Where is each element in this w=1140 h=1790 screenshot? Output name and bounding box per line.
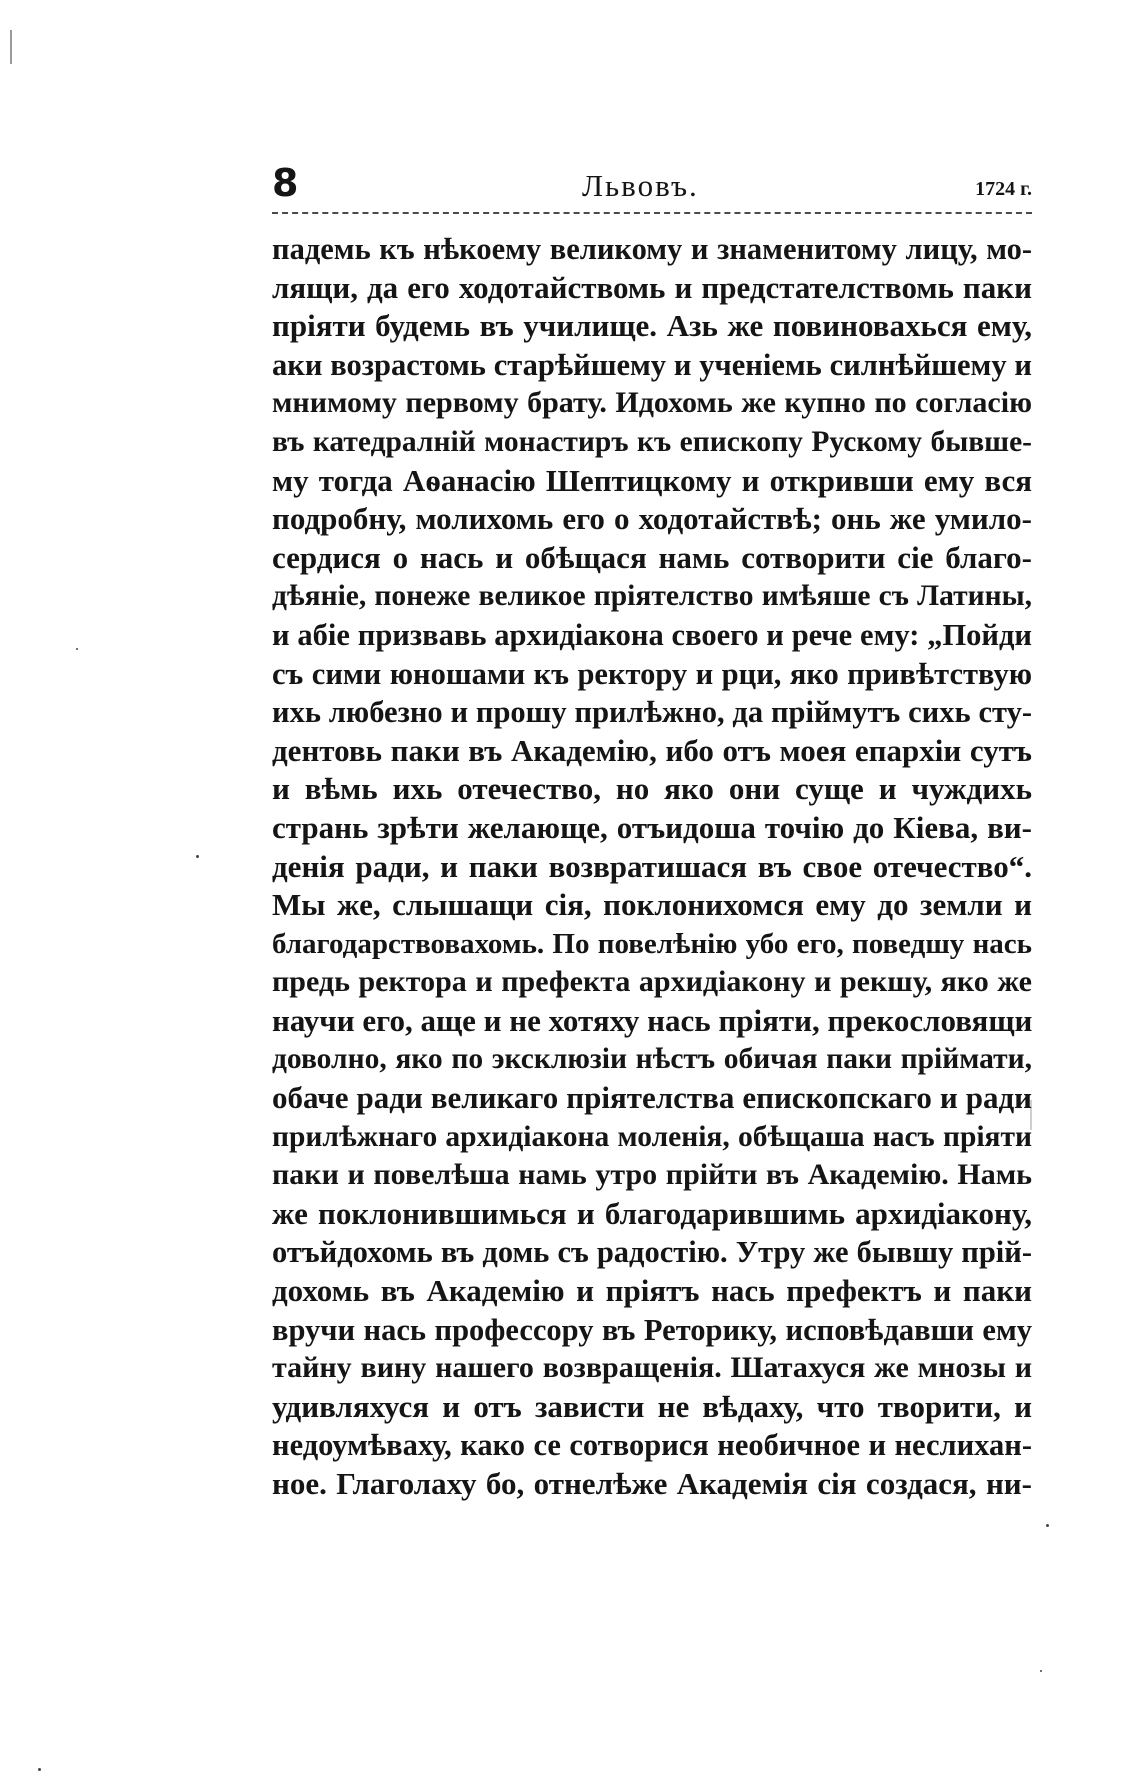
text-line: дѣяніе, понеже великое пріятелство имѣяше съ Латины, [272,580,1032,613]
text-line: удивляхуся и отъ зависти не вѣдаху, что творити, и [272,1388,1032,1424]
scan-speck [1040,1670,1042,1672]
text-line: вручи нась профессору въ Реторику, исповѣдавши ему [272,1312,1032,1347]
scan-speck [196,855,199,858]
text-line: ное. Глаголаху бо, отнелѣже Академія сія создася, ни- [272,1466,1032,1501]
text-line: научи его, аще и не хотяху нась пріяти, прекословящи [272,1002,1033,1038]
text-line: сердися о нась и обѣщася намь сотворити сіе благо- [272,539,1032,575]
text-line: доволно, яко по эксклюзіи нѣстъ обичая паки пріймати, [272,1043,1032,1076]
text-line: благодарствовахомь. По повелѣнію убо его, поведшу нась [272,927,1032,960]
year-label: 1724 г. [975,178,1032,200]
text-line: аки возрастомь старѣйшему и ученіемь силнѣйшему и [272,347,1032,382]
text-line: и абіе призвавь архидіакона своего и рече ему: „Пойди [272,617,1032,652]
text-line: подробну, молихомь его о ходотайствѣ; онь же умило- [272,501,1032,537]
text-line: му тогда Аѳанасію Шептицкому и откривши ему вся [272,462,1032,498]
text-line: тайну вину нашего возвращенія. Шатахуся же мнозы и [272,1351,1032,1385]
text-line: и вѣмь ихь отечество, но яко они суще и чуждихь [272,771,1032,807]
text-line: недоумѣваху, како се сотворися необичное и неслихан- [272,1428,1032,1463]
body-text [272,230,1032,1504]
running-title: Львовъ. [582,168,699,203]
header-rule [272,212,1032,214]
text-line: же поклонившимься и благодарившимь архидіакону, [272,1195,1032,1231]
text-line: ихь любезно и прошу прилѣжно, да пріймутъ сихь сту- [272,695,1032,730]
text-line: дохомь въ Академію и пріятъ нась префектъ и паки [272,1273,1032,1309]
text-line: денія ради, и паки возвратишася въ свое отечество“. [272,848,1032,884]
text-line: падемь къ нѣкоему великому и знаменитому лицу, мо- [272,232,1032,266]
text-line: пріяти будемь въ училище. Азь же повиновахься ему, [272,308,1032,344]
text-line: въ катедралній монастиръ къ епископу Рускому бывше- [272,425,1032,458]
scan-edge-mark [10,30,12,64]
page-header [272,160,1032,210]
text-line: обаче ради великаго пріятелства епископскаго и ради [272,1080,1032,1116]
text-line: дентовь паки въ Академію, ибо отъ моея епархіи сутъ [272,732,1032,768]
text-line: паки и повелѣша намь утро прійти въ Академію. Намь [272,1158,1032,1192]
text-line: отъйдохомь въ домь съ радостію. Утру же бывшу прій- [272,1235,1032,1270]
text-line: странь зрѣти желающе, отъидоша точію до Кіева, ви- [272,809,1032,845]
text-line: лящи, да его ходотайствомь и предстателствомь паки [272,269,1032,305]
text-line: съ сими юношами къ ректору и рци, яко привѣтствую [272,656,1032,691]
text-line: Мы же, слышащи сія, поклонихомся ему до земли и [272,887,1032,923]
scan-speck [76,648,78,650]
text-line: прилѣжнаго архидіакона моленія, обѣщаша насъ пріяти [272,1120,1032,1153]
text-line: мнимому первому брату. Идохомь же купно по согласію [272,386,1032,420]
scan-speck [1046,1524,1049,1527]
page-number: 8 [272,161,299,205]
scan-speck [38,1768,41,1771]
text-line: предь ректора и префекта архидіакону и рекшу, яко же [272,965,1032,999]
